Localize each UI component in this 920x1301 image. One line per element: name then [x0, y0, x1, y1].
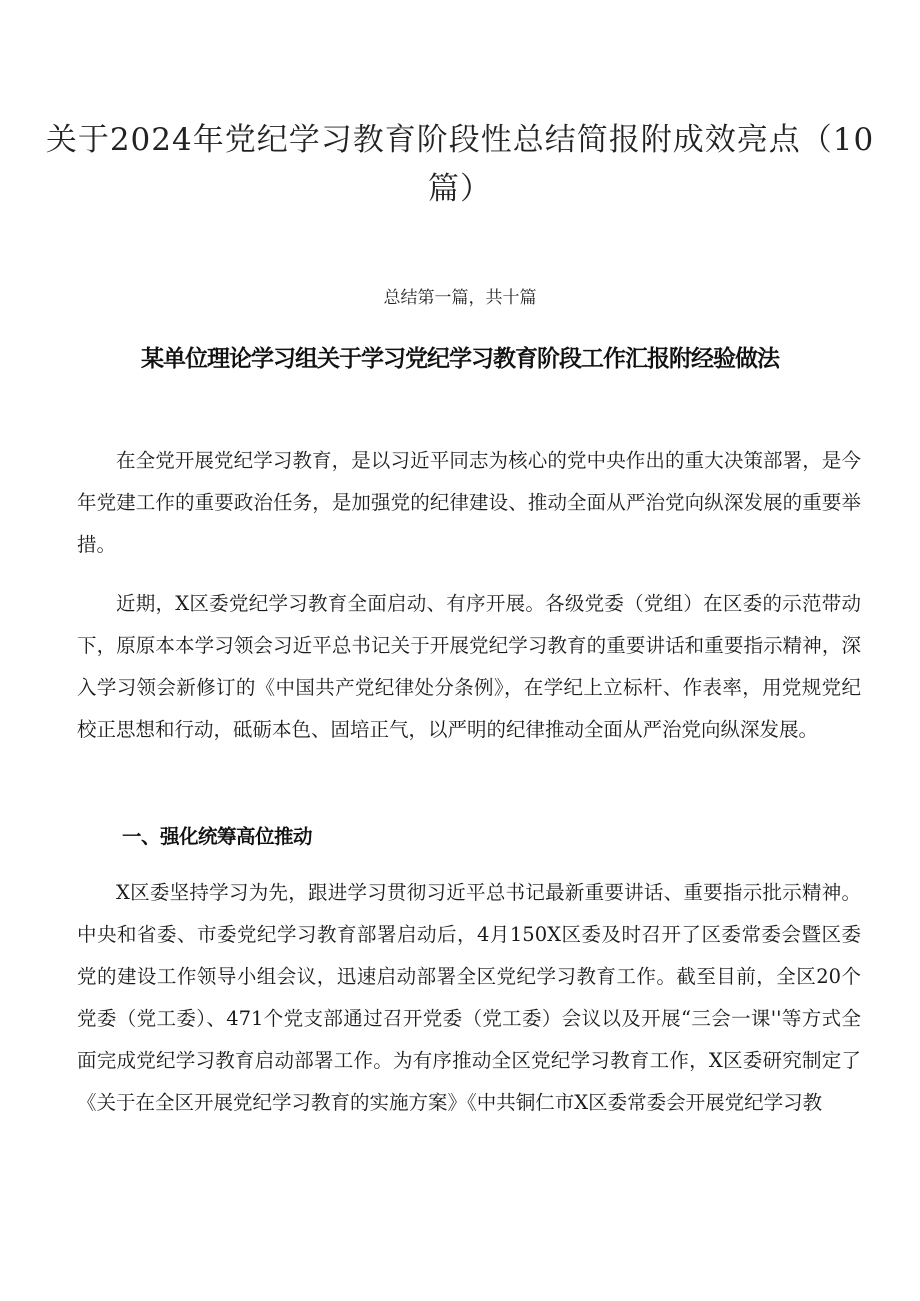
section-paragraph: X区委坚持学习为先，跟进学习贯彻习近平总书记最新重要讲话、重要指示批示精神。中央和省委、市委党纪学习教育部署启动后，4月150X区委及时召开了区委常委会暨区委党的建设工作领导小组会议，迅速启动部署全区党纪学习教育工作。截至目前，全区20个党委（党工委）、471个党支部通过召开党委（党工委）会议以及开展“三会一课''等方式全面完成党纪学习教育启动部署工作。为有序推动全区党纪学习教育工作，X区委研究制定了《关于在全区开展党纪学习教育的实施方案》《中共铜仁市X区委常委会开展党纪学习教	[77, 881, 861, 1114]
document-title: 关于2024年党纪学习教育阶段性总结简报附成效亮点（10篇）	[45, 122, 875, 207]
article-title: 某单位理论学习组关于学习党纪学习教育阶段工作汇报附经验做法	[141, 346, 779, 372]
paragraph-overview: 近期，X区委党纪学习教育全面启动、有序开展。各级党委（党组）在区委的示范带动下，原原本本学习领会习近平总书记关于开展党纪学习教育的重要讲话和重要指示精神，深入学习领会新修订的《中国共产党纪律处分条例》，在学纪上立标杆、作表率，用党规党纪校正思想和行动，砥砺本色、固培正气，以严明的纪律推动全面从严治党向纵深发展。	[77, 592, 861, 741]
section-heading: 一、强化统筹高位推动	[122, 825, 313, 848]
series-label: 总结第一篇，共十篇	[383, 288, 537, 308]
paragraph-intro: 在全党开展党纪学习教育，是以习近平同志为核心的党中央作出的重大决策部署，是今年党建工作的重要政治任务，是加强党的纪律建设、推动全面从严治党向纵深发展的重要举措。	[77, 449, 861, 556]
